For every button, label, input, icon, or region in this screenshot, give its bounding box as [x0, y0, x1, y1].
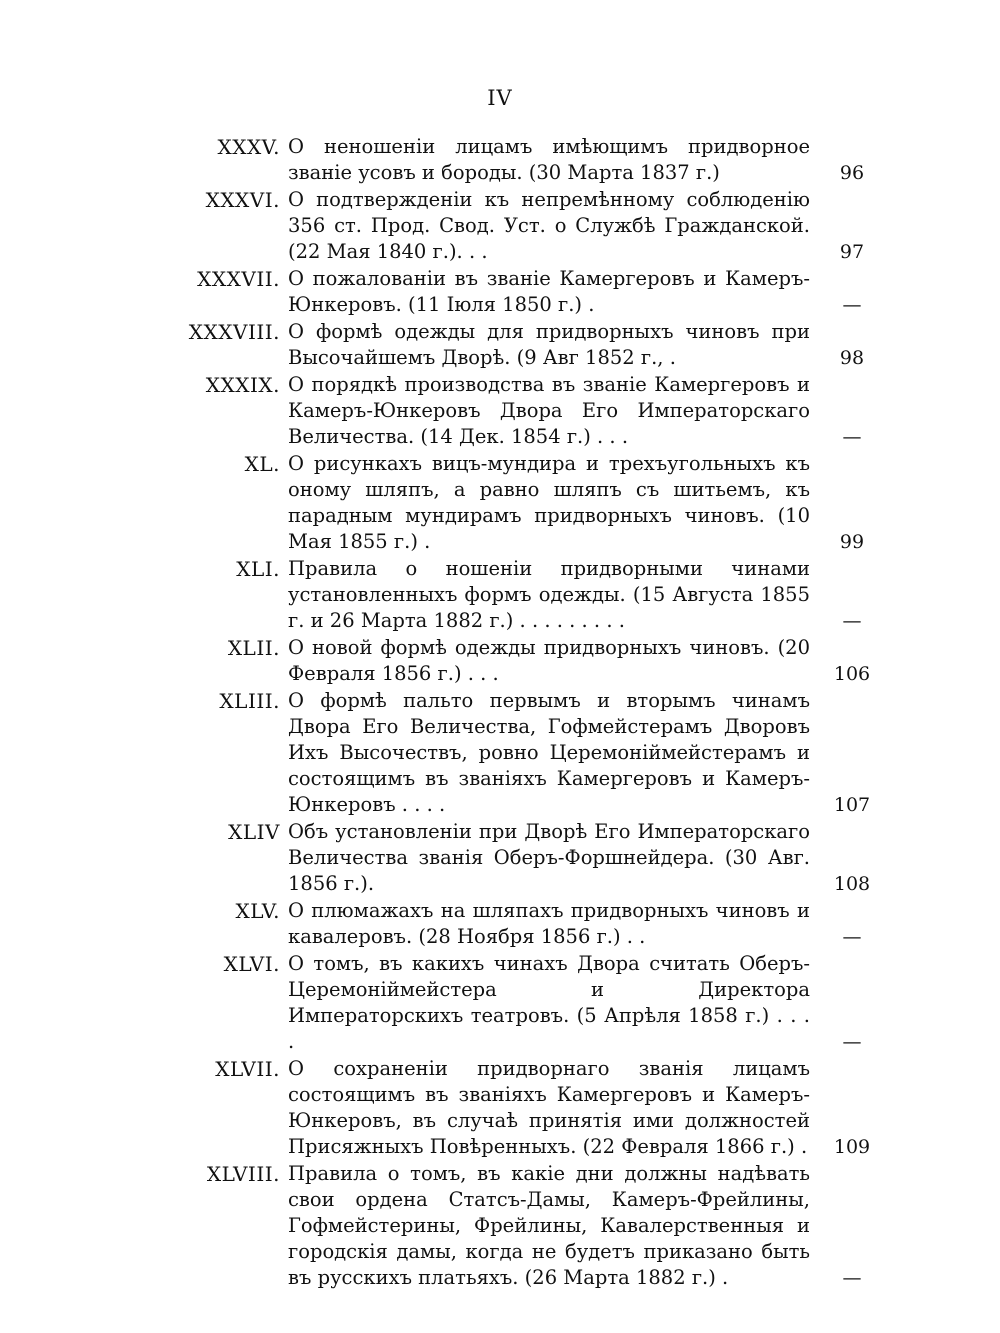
entry-number: XLVII. [215, 1057, 280, 1081]
entry-title: О порядкѣ производства въ званіе Камергеровъ и Камеръ-Юнкеровъ Двора Его Императорскаго Величества. (14 Дек. 1854 г.) . . . [288, 373, 810, 448]
entry-title: О томъ, въ какихъ чинахъ Двора считать Оберъ-Церемоніймейстера и Директора Императорскихъ театровъ. (5 Апрѣля 1858 г.) . . . . [288, 952, 810, 1053]
entry-number: XXXV. [217, 135, 280, 159]
entry-page: 96 [839, 162, 865, 184]
entry-page: — [842, 294, 862, 316]
toc-entry [0, 819, 1000, 897]
entry-page: 109 [833, 1136, 871, 1158]
entry-title: О рисункахъ вицъ-мундира и трехъугольныхъ къ оному шляпъ, а равно шляпъ съ шитьемъ, къ парадным мундирамъ придворныхъ чиновъ. (10 Мая 1855 г.) . [288, 452, 810, 553]
entry-title: О формѣ пальто первымъ и вторымъ чинамъ Двора Его Величества, Гофмейстерамъ Дворовъ Ихъ Высочествъ, ровно Церемоніймейстерамъ и состоящимъ въ званіяхъ Камергеровъ и Камеръ-Юнкеровъ . . . . [288, 689, 810, 816]
toc-entry [0, 1056, 1000, 1160]
entry-number: XLII. [227, 636, 280, 660]
toc-entry [0, 134, 1000, 186]
toc-entry [0, 451, 1000, 555]
entry-title: Правила о томъ, въ какіе дни должны надѣвать свои ордена Статсъ-Дамы, Камеръ-Фрейлины, Гофмейстерины, Фрейлины, Кавалерственныя и городскія дамы, когда не будетъ приказано быть въ русскихъ платьяхъ. (26 Марта 1882 г.) . [288, 1162, 810, 1289]
entry-number: XXXIX. [205, 373, 280, 397]
entry-title: О плюмажахъ на шляпахъ придворныхъ чиновъ и кавалеровъ. (28 Ноября 1856 г.) . . [288, 899, 810, 948]
toc-entry [0, 688, 1000, 818]
entry-page: 97 [839, 241, 865, 263]
toc-entry [0, 556, 1000, 634]
page-number: IV [487, 86, 513, 110]
entry-number: XLIV [228, 820, 280, 844]
toc-entry [0, 187, 1000, 265]
toc-entry [0, 319, 1000, 371]
entry-title: О пожалованіи въ званіе Камергеровъ и Камеръ-Юнкеровъ. (11 Іюля 1850 г.) . [288, 267, 810, 316]
entry-number: XLVIII. [206, 1162, 280, 1186]
entry-page: 107 [833, 794, 871, 816]
entry-title: Объ установленіи при Дворѣ Его Императорскаго Величества званія Оберъ-Форшнейдера. (30 Авг. 1856 г.). [288, 820, 810, 895]
entry-title: О сохраненіи придворнаго званія лицамъ состоящимъ въ званіяхъ Камергеровъ и Камеръ-Юнкеровъ, въ случаѣ принятія ими должностей Присяжныхъ Повѣренныхъ. (22 Февраля 1866 г.) . [288, 1057, 810, 1158]
toc-entry [0, 1161, 1000, 1291]
entry-page: — [842, 426, 862, 448]
entry-number: XXXVIII. [188, 320, 280, 344]
entry-page: — [842, 1267, 862, 1289]
entry-page: 98 [839, 347, 865, 369]
entry-number: XXXVII. [197, 267, 280, 291]
entry-page: 108 [833, 873, 871, 895]
entry-page: — [842, 926, 862, 948]
entry-number: XXXVI. [205, 188, 280, 212]
table-of-contents [0, 134, 1000, 1292]
entry-title: О формѣ одежды для придворныхъ чиновъ при Высочайшемъ Дворѣ. (9 Авг 1852 г., . [288, 320, 810, 369]
toc-entry [0, 266, 1000, 318]
entry-title: Правила о ношеніи придворными чинами установленныхъ формъ одежды. (15 Августа 1855 г. и 26 Марта 1882 г.) . . . . . . . . . [288, 557, 810, 632]
entry-page: — [842, 1031, 862, 1053]
toc-entry [0, 898, 1000, 950]
entry-title: О новой формѣ одежды придворныхъ чиновъ. (20 Февраля 1856 г.) . . . [288, 636, 810, 685]
entry-number: XLV. [235, 899, 280, 923]
entry-title: О неношеніи лицамъ имѣющимъ придворное званіе усовъ и бороды. (30 Марта 1837 г.) [288, 135, 810, 184]
entry-number: XLI. [236, 557, 280, 581]
entry-number: XL. [244, 452, 280, 476]
entry-page: — [842, 610, 862, 632]
toc-entry [0, 635, 1000, 687]
toc-entry [0, 372, 1000, 450]
toc-entry [0, 951, 1000, 1055]
entry-number: XLVI. [223, 952, 280, 976]
entry-title: О подтвержденіи къ непремѣнному соблюденію 356 ст. Прод. Свод. Уст. о Службѣ Гражданской. (22 Мая 1840 г.). . . [288, 188, 810, 263]
entry-page: 99 [839, 531, 865, 553]
entry-page: 106 [833, 663, 871, 685]
entry-number: XLIII. [219, 689, 280, 713]
